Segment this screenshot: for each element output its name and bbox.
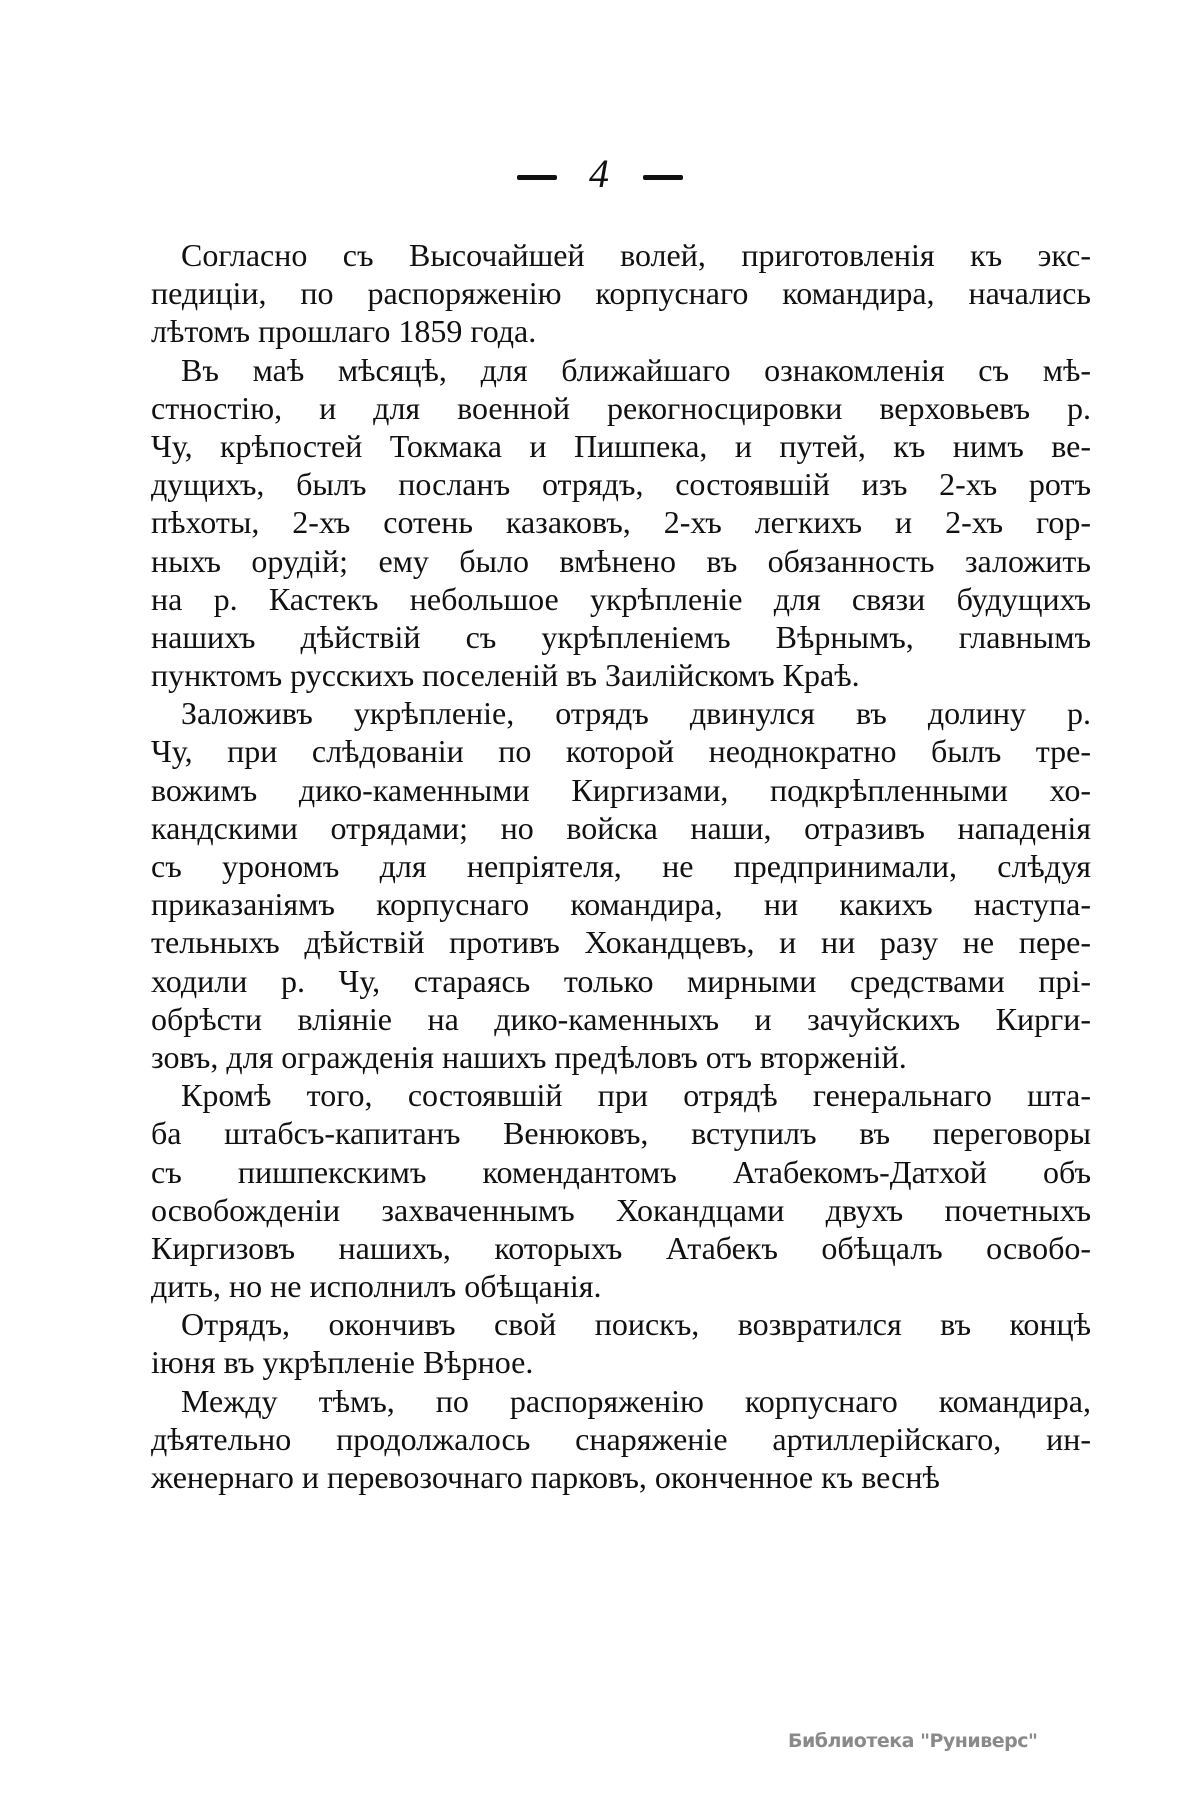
text-line: ба штабсъ-капитанъ Венюковъ, вступилъ въ переговоры	[151, 1115, 1091, 1152]
dash-left	[517, 175, 557, 180]
text-line: Кромѣ того, состоявшій при отрядѣ генеральнаго шта-	[181, 1077, 1091, 1114]
text-line: пунктомъ русскихъ поселеній въ Заилійскомъ Краѣ.	[151, 657, 860, 694]
text-line: съ пишпекскимъ комендантомъ Атабекомъ-Датхой объ	[151, 1153, 1091, 1190]
paragraph	[151, 1382, 1091, 1497]
text-line: Между тѣмъ, по распоряженію корпуснаго командира,	[181, 1382, 1091, 1419]
text-line: тельныхъ дѣйствій противъ Хокандцевъ, и ни разу не пере-	[151, 924, 1091, 961]
text-line: іюня въ укрѣпленіе Вѣрное.	[151, 1344, 534, 1381]
page-number: 4	[589, 151, 611, 196]
text-line: пѣхоты, 2-хъ сотень казаковъ, 2-хъ легкихъ и 2-хъ гор-	[151, 504, 1091, 541]
text-line: съ урономъ для непріятеля, не предпринимали, слѣдуя	[151, 848, 1091, 884]
text-line: дущихъ, былъ посланъ отрядъ, состоявшій изъ 2-хъ ротъ	[151, 466, 1091, 503]
text-line: Въ маѣ мѣсяцѣ, для ближайшаго ознакомленія съ мѣ-	[181, 351, 1091, 388]
text-line: дить, но не исполнилъ обѣщанія.	[151, 1268, 602, 1305]
text-line: освобожденіи захваченнымъ Хокандцами двухъ почетныхъ	[151, 1191, 1091, 1228]
paragraph	[151, 351, 1091, 695]
text-line: вожимъ дико-каменными Киргизами, подкрѣпленными хо-	[151, 771, 1091, 808]
text-line: Согласно съ Высочайшей волей, приготовленія къ экс-	[181, 237, 1091, 273]
paragraph	[151, 236, 1091, 351]
text-line: Отрядъ, окончивъ свой поискъ, возвратился въ концѣ	[181, 1306, 1091, 1343]
text-line: стностію, и для военной рекогносцировки верховьевъ р.	[151, 389, 1091, 426]
text-line: обрѣсти вліяніе на дико-каменныхъ и зачуйскихъ Кирги-	[151, 1000, 1091, 1037]
dash-right	[643, 175, 683, 180]
text-line: Чу, крѣпостей Токмака и Пишпека, и путей, къ нимъ ве-	[151, 427, 1091, 464]
text-line: зовъ, для огражденія нашихъ предѣловъ отъ вторженій.	[151, 1038, 907, 1075]
paragraph	[151, 694, 1091, 1076]
text-line: на р. Кастекъ небольшое укрѣпленіе для связи будущихъ	[151, 580, 1091, 617]
text-line: ходили р. Чу, стараясь только мирными средствами прі-	[151, 962, 1091, 999]
text-line: ныхъ орудій; ему было вмѣнено въ обязанность заложить	[151, 542, 1091, 579]
library-watermark: Библиотека "Руниверс"	[788, 1730, 1038, 1752]
text-line: женернаго и перевозочнаго парковъ, оконченное къ веснѣ	[151, 1459, 940, 1495]
paragraph	[151, 1305, 1091, 1381]
body-text	[151, 236, 1091, 1496]
text-line: Заложивъ укрѣпленіе, отрядъ двинулся въ долину р.	[181, 695, 1091, 732]
paragraph	[151, 1076, 1091, 1305]
text-line: кандскими отрядами; но войска наши, отразивъ нападенія	[151, 809, 1091, 846]
text-line: Чу, при слѣдованіи по которой неоднократно былъ тре-	[151, 733, 1091, 770]
text-line: педиціи, по распоряженію корпуснаго командира, начались	[151, 275, 1091, 312]
page-header	[0, 150, 1200, 197]
text-line: приказаніямъ корпуснаго командира, ни какихъ наступа-	[151, 886, 1091, 923]
text-line: нашихъ дѣйствій съ укрѣпленіемъ Вѣрнымъ, главнымъ	[151, 618, 1091, 655]
text-line: дѣятельно продолжалось снаряженіе артиллерійскаго, ин-	[151, 1420, 1091, 1457]
text-line: лѣтомъ прошлаго 1859 года.	[151, 313, 537, 350]
text-line: Киргизовъ нашихъ, которыхъ Атабекъ обѣщалъ освобо-	[151, 1229, 1091, 1266]
